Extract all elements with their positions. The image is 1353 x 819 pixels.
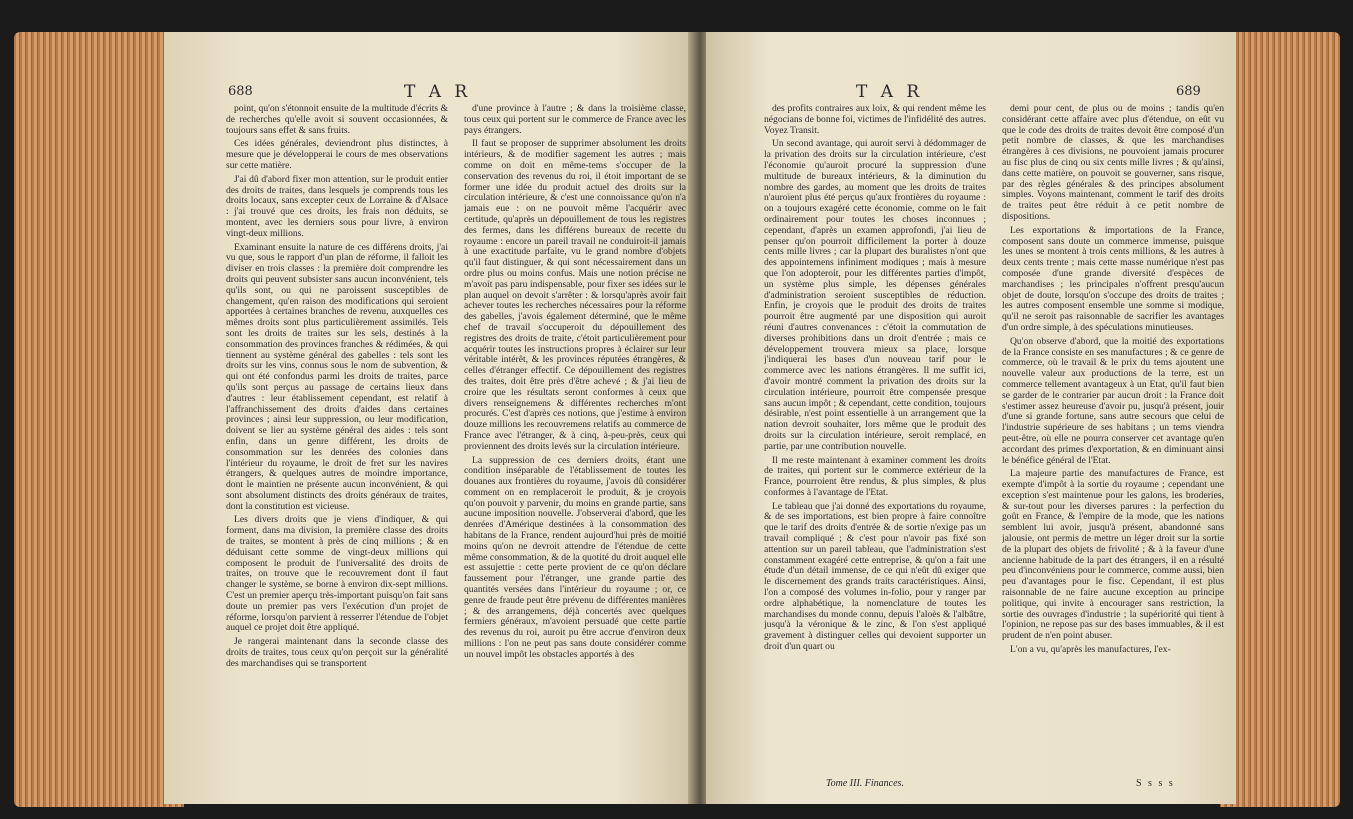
paragraph: Il me reste maintenant à examiner comment les droits de traites, qui portent sur le commerce extérieur de la France, pourroient être rendus, & plus simples, & plus conformes à l'avantage de l'Etat. bbox=[764, 454, 986, 498]
paragraph: point, qu'on s'étonnoit ensuite de la multitude d'écrits & de recherches qu'elle avoit si souvent occasionnées, & toujours sans effet & sans fruits. bbox=[226, 104, 448, 136]
left-page bbox=[164, 32, 694, 804]
paragraph: des profits contraires aux loix, & qui rendent même les négocians de bonne foi, victimes de l'infidélité des autres. Voyez Transit. bbox=[764, 104, 986, 136]
right-page-number: 689 bbox=[1176, 84, 1201, 99]
paragraph: La suppression de ces derniers droits, étant une condition inséparable de l'établissement de toutes les douanes aux frontières du royaume, j'avois dû considérer comment on en remplaceroit le produit, & je croyois qu'on pouvoit y parvenir, du moins en grande partie, sans aucune imposition nouvelle. J'observerai d'abord, que les denrées d'Amérique destinées à la consommation des habitans de la France, rendent aujourd'hui près de moitié moins qu'on ne devroit attendre de l'étendue de cette même consommation, & de la quotité du droit auquel elle est assujettie : cette perte provient de ce qu'on déclare faussement pour l'étranger, une grande partie des quantités versées dans l'intérieur du royaume ; or, ce genre de fraude peut être prévenu de différentes manières ; & des arrangemens, déjà concertés avec quelques fermiers généraux, m'avoient persuadé que cette partie des revenus du roi, auroit pu être accrue d'environ deux millions : l'on ne peut pas sans doute considérer comme un nouvel impôt les obstacles apportés à des bbox=[464, 454, 686, 660]
paragraph: Il faut se proposer de supprimer absolument les droits intérieurs, & de modifier sagement les autres ; mais comme on doit en même-tems s'occuper de la conservation des revenus du roi, il étoit important de se former une idée du produit actuel des droits sur la circulation intérieure, & c'est une connoissance qu'on n'a jamais eue : on ne pouvoit même l'acquérir avec certitude, qu'après un dépouillement de tous les registres des fermes, dans les différens bureaux de recette du royaume : encore un pareil travail ne conduiroit-il jamais à une exactitude parfaite, vu le grand nombre d'objets qu'il faut distinguer, & qui sont nécessairement dans un ordre plus ou moins confus. Mais une notion précise ne m'avoit pas paru indispensable, pour fixer ses idées sur le plan auquel on devoit s'arrêter : & lorsqu'après avoir fait achever toutes les recherches nécessaires pour la réforme des gabelles, j'avois également déterminé, que le même chef de travail s'occuperoit du dépouillement des registres des droits de traite, c'étoit particulièrement pour acquérir toutes les instructions propres à éclairer sur leur véritable intérêt, & les provinces réputées étrangères, & celles d'étranger effectif. Ce dépouillement des registres des traites, doit être près d'être achevé ; & j'ai lieu de croire que les résultats seront conformes à ceux que divers renseignemens & différentes recherches m'ont procurés. C'est d'après ces notions, que j'estime à environ douze millions les recouvremens relatifs au commerce de France avec l'étranger, & à cinq, à-peu-près, ceux qui proviennent des droits levés sur la circulation intérieure. bbox=[464, 138, 686, 452]
paragraph: La majeure partie des manufactures de France, est exempte d'impôt à la sortie du royaume ; cependant une exception s'est maintenue pour les galons, les broderies, & sur-tout pour les diverses parures : la perfection du goût en France, & l'empire de la mode, que les nations semblent lui avoir, jusqu'à présent, abandonné sans jalousie, ont permis de mettre un léger droit sur la sortie de la plupart des objets de frivolité ; & à la faveur d'une ancienne habitude de la part des étrangers, il en a résulté peu d'inconvéniens pour le commerce, comme aussi, bien peu d'avantages pour le fisc. Cependant, il est plus raisonnable de ne faire aucune exception au principe politique, qui invite à encourager sans restriction, la sortie des ouvrages d'industrie ; la supériorité qui tient à l'opinion, ne repose pas sur des bases immuables, & il est prudent de n'en point abuser. bbox=[1002, 468, 1224, 642]
paragraph: Je rangerai maintenant dans la seconde classe des droits de traites, tous ceux qu'on perçoit sur la généralité des marchandises qui se transportent bbox=[226, 636, 448, 669]
paragraph: Un second avantage, qui auroit servi à dédommager de la privation des droits sur la circulation intérieure, c'est l'économie qu'auroit procuré la suppression d'une multitude de bureaux intérieurs, & la diminution du nombre des gardes, au moment que les droits de traites n'auroient plus été perçus qu'aux frontières du royaume : on a toujours exagéré cette économie, comme on le fait ordinairement pour toutes les choses inconnues ; cependant, d'après un examen approfondi, j'ai lieu de penser qu'on pourroit difficilement la porter à douze cents mille livres ; car la plupart des buralistes n'ont que des appointemens infiniment modiques ; mais à mesure que l'on adopteroit, pour les différentes parties d'impôt, un système plus simple, les dépenses générales d'administration seroient susceptibles de réduction. Enfin, je croyois que le produit des droits de traites pourroit être augmenté par une disposition qui auroit réuni d'autres convenances : c'étoit la commutation de diverses prohibitions dans un droit d'entrée ; mais ce développement trouvera mieux sa place, lorsque j'indiquerai les bases d'un nouveau tarif pour le commerce avec les nations étrangères. Il me suffit ici, d'avoir montré comment la privation des droits sur la circulation intérieure, pourroit être compensée presque sans aucun impôt ; & cependant, cette condition, toujours désirable, n'est point essentielle à un arrangement que la nation devroit souhaiter, lors même que le produit des droits sur la circulation intérieure, seroit remplacé, en partie, par une contribution nouvelle. bbox=[764, 138, 986, 452]
paragraph: Examinant ensuite la nature de ces différens droits, j'ai vu que, sous le rapport d'un plan de réforme, il falloit les diviser en trois classes : la première doit comprendre les droits qui peuvent subsister sans aucun inconvénient, tels qu'ils sont, ou qui ne paroissent susceptibles de changement, qu'en raison des modifications qui seroient apportées à certaines branches de revenu, auxquelles ces mêmes droits sont plus particulièrement assimilés. Tels sont les droits de traites sur les sels, destinés à la consommation des provinces franches & rédimées, & qui tiennent au système général des gabelles : tels sont les droits sur les vins, connus sous le nom de subvention, & qui ont été confondus parmi les droits de traites, parce qu'ils sont perçus au passage de certains lieux dans d'autres : leur établissement cependant, est relatif à l'affranchissement des droits d'aides dans certaines provinces ; ainsi leur suppression, ou leur modification, doivent se lier au système général des aides : tels sont enfin, dans un genre différent, les droits de consommation sur les denrées des colonies dans l'intérieur du royaume, le droit de fret sur les navires étrangers, & quelques autres de moindre importance, dont le maintien ne présente aucun inconvénient, & qui sont absolument distincts des droits généraux de traites, dont la constitution est vicieuse. bbox=[226, 241, 448, 512]
volume-footer: Tome III. Finances. bbox=[826, 778, 904, 789]
paragraph: J'ai dû d'abord fixer mon attention, sur le produit entier des droits de traites, dans lesquels je comprends tous les droits locaux, sans excepter ceux de Lorraine & d'Alsace : j'ai trouvé que ces droits, les frais non déduits, se montent, avec les derniers sous pour livre, à environ vingt-deux millions. bbox=[226, 173, 448, 239]
left-page-number: 688 bbox=[228, 84, 253, 99]
left-column-1 bbox=[226, 104, 448, 794]
paragraph: Le tableau que j'ai donné des exportations du royaume, & de ses importations, est bien propre à faire connoître que le tarif des droits d'entrée & de sortie n'exige pas un travail compliqué ; & c'est pour n'avoir pas fixé son attention sur un pareil tableau, que l'administration s'est constamment exagéré cette entreprise, & qu'on a fait une étude d'un détail immense, de ce qui n'eût dû exiger que le discernement des grands traits caractéristiques. Ainsi, l'on a composé des volumes in-folio, pour y ranger par ordre alphabétique, la nomenclature de toutes les marchandises du monde connu, depuis l'aloès & l'albâtre, jusqu'à la véronique & le zinc, & l'on s'est appliqué gravement à distinguer celles qui devoient supporter un droit d'un quart ou bbox=[764, 500, 986, 653]
paragraph: Les divers droits que je viens d'indiquer, & qui forment, dans ma division, la première classe des droits de traites, se montent à près de cinq millions ; & en déduisant cette somme de vingt-deux millions qui composent le produit de l'universalité des droits de traites, on trouve que le recouvrement dont il faut changer le système, se borne à environ dix-sept millions. C'est un premier aperçu très-important puisqu'on fait sans doute un premier pas vers l'exécution d'un projet de réforme, lorsqu'on parvient à resserrer l'étendue de l'objet auquel ce projet doit être appliqué. bbox=[226, 514, 448, 634]
right-page-edges bbox=[1220, 32, 1340, 807]
paragraph: Les exportations & importations de la France, composent sans doute un commerce immense, puisque les unes se montent à trois cents millions, & les autres à deux cents trente ; mais cette masse numérique n'est pas composée d'une grande diversité d'espèces de marchandises ; les principales n'offrent presqu'aucun objet de doute, lorsqu'on s'occupe des droits de traites ; les autres composent ensemble une somme si modique, qu'il ne seroit pas raisonnable de sacrifier les avantages d'un ordre simple, à des spéculations minutieuses. bbox=[1002, 224, 1224, 333]
paragraph: d'une province à l'autre ; & dans la troisième classe, tous ceux qui portent sur le commerce de France avec les pays étrangers. bbox=[464, 104, 686, 136]
right-running-head: T A R bbox=[856, 82, 924, 102]
paragraph: demi pour cent, de plus ou de moins ; tandis qu'en considérant cette affaire avec plus d'étendue, on eût vu que le code des droits de traites devoit être composé d'un petit nombre de classes, & que les marchandises étrangères à ces divisions, ne pouvoient jamais procurer au fisc plus de cinq ou six cents mille livres ; & qu'ainsi, dans cette matière, on pouvoit se gouverner, sans risque, par des règles générales & des principes absolument simples. Voyons maintenant, comment le tarif des droits de traites peut être réduit à ce petit nombre de dispositions. bbox=[1002, 104, 1224, 222]
signature-mark: S s s s bbox=[1136, 778, 1175, 789]
left-column-2 bbox=[464, 104, 686, 794]
left-running-head: T A R bbox=[404, 82, 472, 102]
paragraph: Qu'on observe d'abord, que la moitié des exportations de la France consiste en ses manufactures ; & ce genre de commerce, où le travail & le prix du tems ajoutent une nouvelle valeur aux productions de la terre, est un commerce tellement avantageux à un Etat, qu'il faut bien se garder de le contrarier par aucun droit : la France doit s'estimer assez heureuse d'avoir pu, jusqu'à présent, jouir d'une si grande fortune, sans autre secours que celui de l'industrie supérieure de ses habitans ; un tems viendra peut-être, où elle ne pourra conserver cet avantage qu'en accordant des primes d'exportation, & en diminuant ainsi le bénéfice général de l'Etat. bbox=[1002, 335, 1224, 466]
left-page-edges bbox=[14, 32, 184, 807]
open-book bbox=[14, 24, 1340, 812]
right-column-2 bbox=[1002, 104, 1224, 794]
paragraph: L'on a vu, qu'après les manufactures, l'ex- bbox=[1010, 644, 1171, 656]
paragraph: Ces idées générales, deviendront plus distinctes, à mesure que je développerai le cours de mes observations sur cette matière. bbox=[226, 138, 448, 171]
right-page bbox=[706, 32, 1236, 804]
right-column-1 bbox=[764, 104, 986, 794]
